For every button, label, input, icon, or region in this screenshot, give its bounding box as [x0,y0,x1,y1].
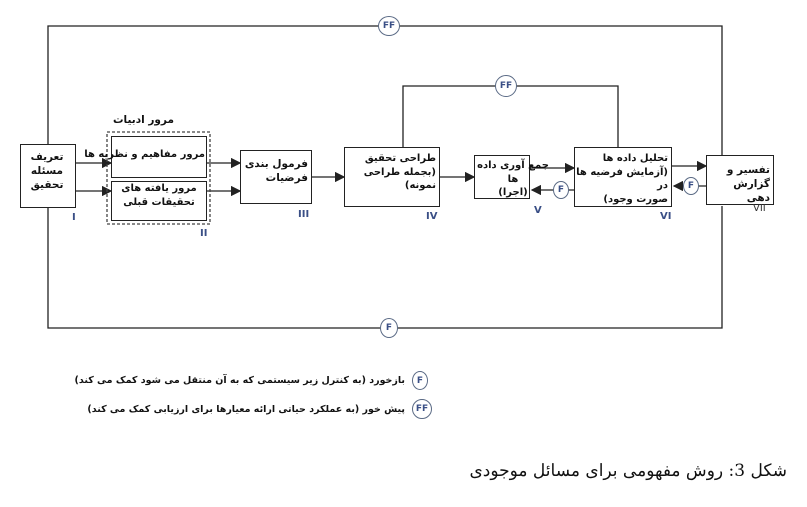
roman-vii: VII [753,203,766,214]
roman-i: I [72,212,76,223]
box-data-analysis-label: تحلیل داده ها (آزمایش فرضیه ها در صورت وجود) [576,153,668,205]
feedback-symbol-outer: F [380,318,398,338]
feedback-symbol-v-vi: F [553,181,569,199]
figure-caption: شکل 3: روش مفهومی برای مسائل موجودی [469,461,787,481]
feedforward-symbol-inner: FF [495,75,517,97]
legend-feedback-symbol: F [412,371,428,390]
box-data-collection-label: جمع آوری داده ها (اجرا) [477,160,549,198]
legend-feedforward-symbol: FF [412,399,432,419]
box-hypotheses-label: فرمول بندی فرضیات [244,158,308,185]
box-concepts-theories-label: مرور مفاهیم و نظریه ها [84,149,205,160]
roman-ii: II [200,228,208,239]
legend-feedforward-text: پیش خور (به عملکرد حیاتی ارائه معیارها برای ارزیابی کمک می کند) [87,404,405,415]
box-define-problem-label: تعریف مسئله تحقیق [30,151,64,192]
roman-iv: IV [426,211,438,222]
roman-iii: III [298,209,310,220]
box-research-design-label: طراحی تحقیق (بجمله طراحی نمونه) [363,153,436,191]
roman-v: V [534,205,542,216]
literature-review-label: مرور ادبیات [113,114,174,126]
box-prior-findings-label: مرور یافته های تحقیقات قبلی [121,183,197,208]
roman-vi: VI [660,211,672,222]
box-interpretation-label: تفسیر و گزارش دهی [726,164,770,205]
feedforward-symbol-outer: FF [378,16,400,36]
legend-feedback-text: بازخورد (به کنترل زیر سیستمی که به آن منتقل می شود کمک می کند) [74,375,405,386]
feedback-symbol-vi-vii: F [683,177,699,195]
